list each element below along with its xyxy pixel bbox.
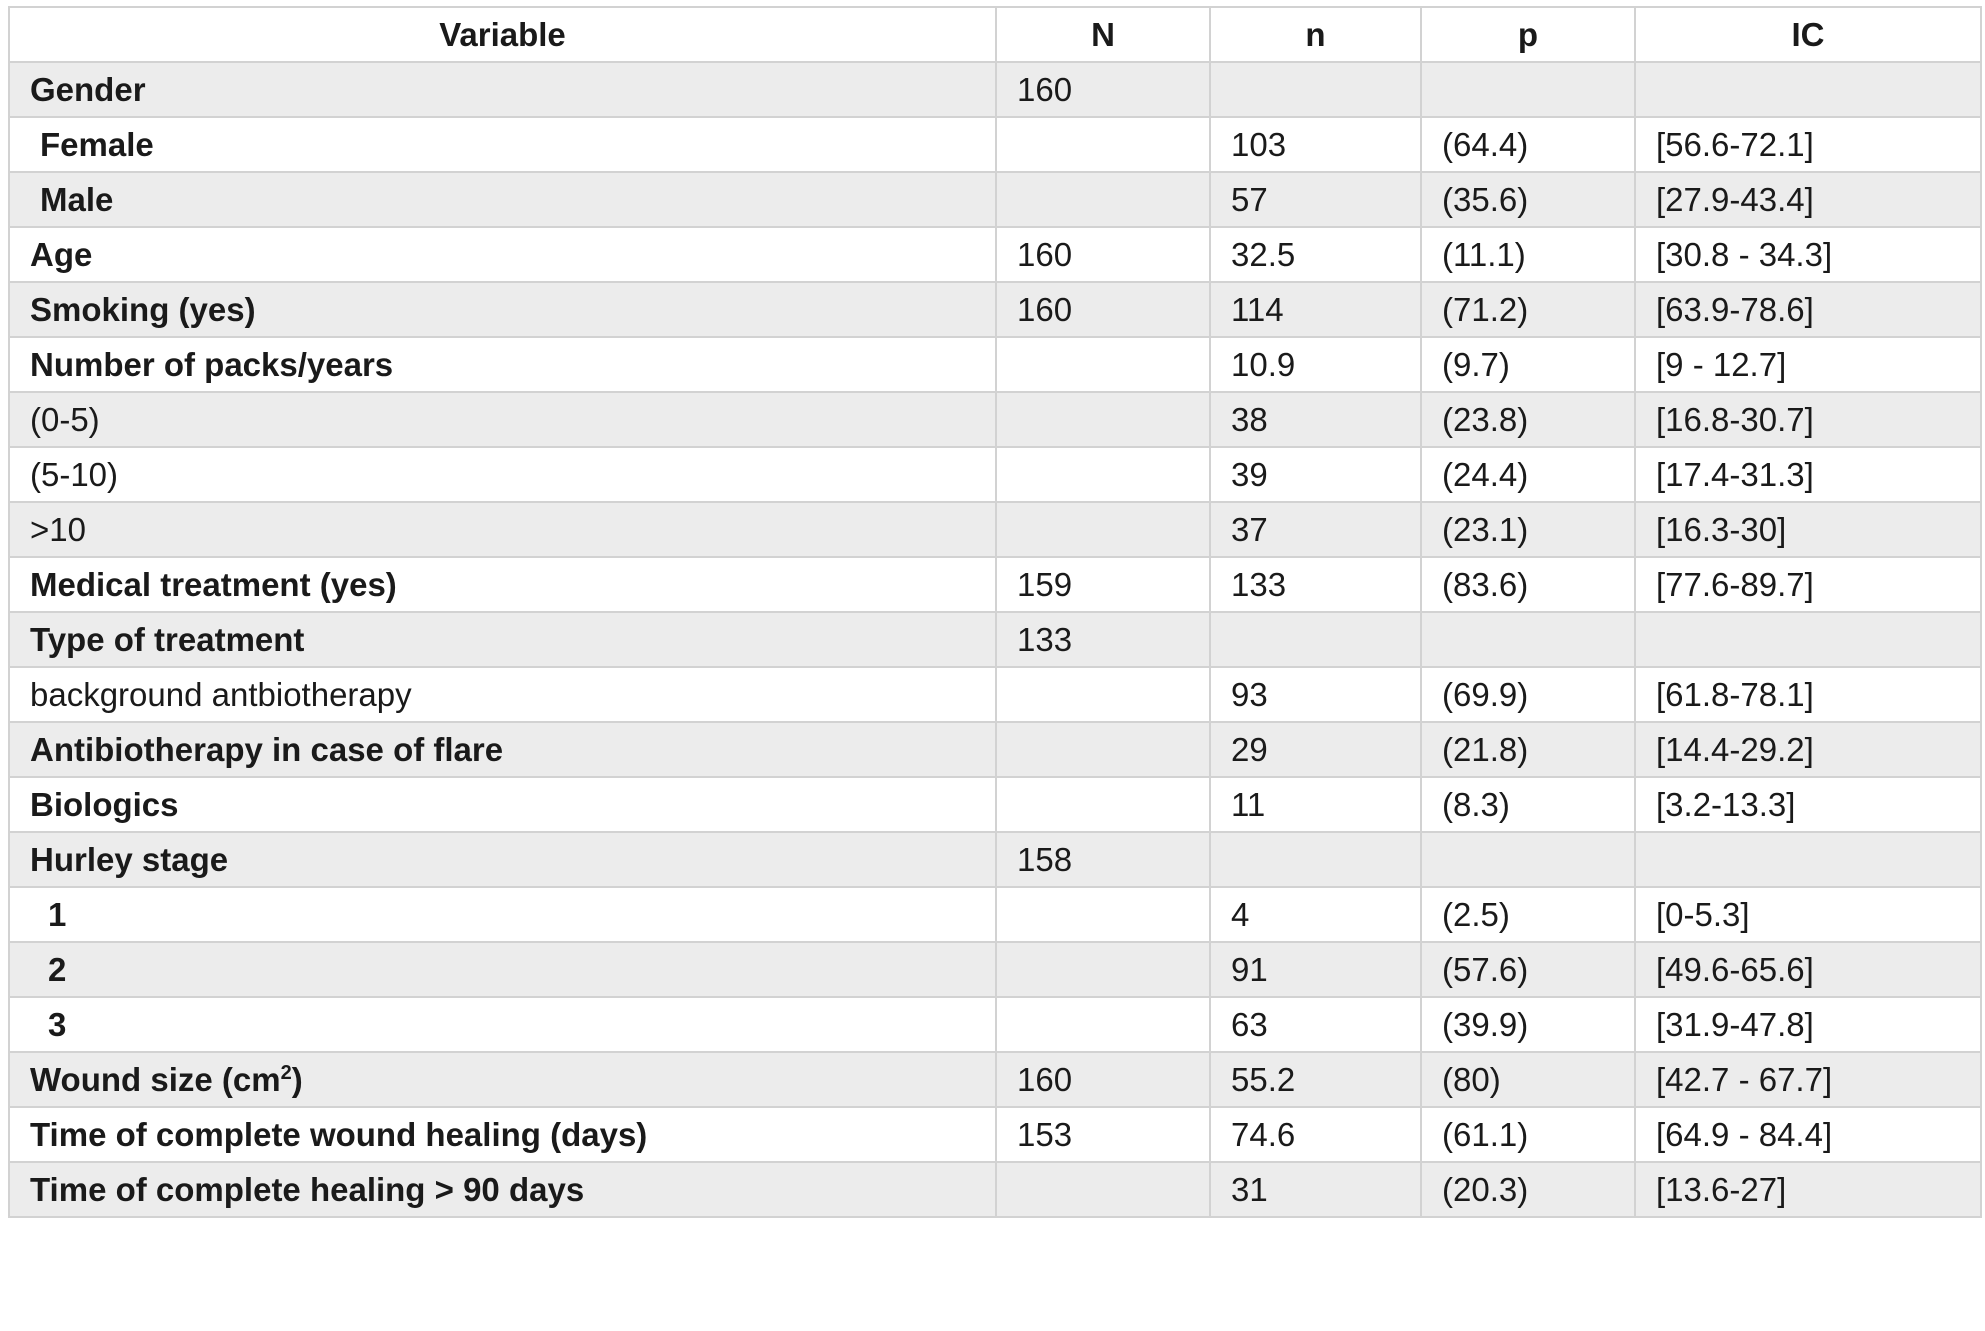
cell-variable: Biologics xyxy=(9,777,996,832)
cell-N: 158 xyxy=(996,832,1210,887)
cell-p: (20.3) xyxy=(1421,1162,1635,1217)
cell-ic: [27.9-43.4] xyxy=(1635,172,1981,227)
cell-n xyxy=(1210,832,1421,887)
cell-ic xyxy=(1635,612,1981,667)
cell-variable: Time of complete healing > 90 days xyxy=(9,1162,996,1217)
cell-ic: [63.9-78.6] xyxy=(1635,282,1981,337)
cell-variable: Female xyxy=(9,117,996,172)
cell-p xyxy=(1421,62,1635,117)
table-row xyxy=(9,722,1981,777)
cell-ic: [30.8 - 34.3] xyxy=(1635,227,1981,282)
cell-variable: Medical treatment (yes) xyxy=(9,557,996,612)
cell-variable: 2 xyxy=(9,942,996,997)
table-row xyxy=(9,337,1981,392)
header-row xyxy=(9,7,1981,62)
cell-p: (2.5) xyxy=(1421,887,1635,942)
table-row xyxy=(9,612,1981,667)
cell-ic: [13.6-27] xyxy=(1635,1162,1981,1217)
table-row xyxy=(9,942,1981,997)
cell-n: 114 xyxy=(1210,282,1421,337)
cell-n: 74.6 xyxy=(1210,1107,1421,1162)
cell-N xyxy=(996,667,1210,722)
cell-ic: [31.9-47.8] xyxy=(1635,997,1981,1052)
cell-variable: 1 xyxy=(9,887,996,942)
cell-n: 4 xyxy=(1210,887,1421,942)
table-row xyxy=(9,117,1981,172)
header-variable: Variable xyxy=(9,7,996,62)
cell-N: 153 xyxy=(996,1107,1210,1162)
cell-n xyxy=(1210,612,1421,667)
cell-p: (71.2) xyxy=(1421,282,1635,337)
cell-n: 63 xyxy=(1210,997,1421,1052)
cell-variable xyxy=(9,1052,996,1107)
cell-variable: Gender xyxy=(9,62,996,117)
cell-variable: Smoking (yes) xyxy=(9,282,996,337)
cell-N xyxy=(996,117,1210,172)
cell-variable: Time of complete wound healing (days) xyxy=(9,1107,996,1162)
cell-n: 93 xyxy=(1210,667,1421,722)
cell-N xyxy=(996,1162,1210,1217)
cell-N xyxy=(996,722,1210,777)
header-ic: IC xyxy=(1635,7,1981,62)
table-row xyxy=(9,557,1981,612)
cell-N xyxy=(996,942,1210,997)
cell-variable: Type of treatment xyxy=(9,612,996,667)
cell-p: (80) xyxy=(1421,1052,1635,1107)
cell-N xyxy=(996,997,1210,1052)
cell-p: (69.9) xyxy=(1421,667,1635,722)
table-row xyxy=(9,997,1981,1052)
cell-N xyxy=(996,777,1210,832)
cell-variable: Hurley stage xyxy=(9,832,996,887)
table-row xyxy=(9,832,1981,887)
cell-p xyxy=(1421,832,1635,887)
table-row xyxy=(9,887,1981,942)
cell-p: (21.8) xyxy=(1421,722,1635,777)
cell-p: (24.4) xyxy=(1421,447,1635,502)
cell-p: (23.8) xyxy=(1421,392,1635,447)
table-row xyxy=(9,227,1981,282)
wound-size-label: Wound size (cm xyxy=(30,1060,281,1098)
cell-variable: (0-5) xyxy=(9,392,996,447)
header-n: n xyxy=(1210,7,1421,62)
cell-n xyxy=(1210,62,1421,117)
cell-p: (8.3) xyxy=(1421,777,1635,832)
cell-variable: Antibiotherapy in case of flare xyxy=(9,722,996,777)
cell-variable: Male xyxy=(9,172,996,227)
cell-p: (11.1) xyxy=(1421,227,1635,282)
cell-ic xyxy=(1635,832,1981,887)
cell-p: (61.1) xyxy=(1421,1107,1635,1162)
squared-superscript: 2 xyxy=(280,1061,292,1084)
cell-N: 159 xyxy=(996,557,1210,612)
cell-n: 31 xyxy=(1210,1162,1421,1217)
cell-ic: [56.6-72.1] xyxy=(1635,117,1981,172)
cell-variable: background antbiotherapy xyxy=(9,667,996,722)
header-p: p xyxy=(1421,7,1635,62)
cell-variable: Age xyxy=(9,227,996,282)
cell-ic: [61.8-78.1] xyxy=(1635,667,1981,722)
table-row xyxy=(9,282,1981,337)
cell-variable: >10 xyxy=(9,502,996,557)
cell-p: (83.6) xyxy=(1421,557,1635,612)
table-row xyxy=(9,502,1981,557)
cell-ic: [49.6-65.6] xyxy=(1635,942,1981,997)
cell-ic: [64.9 - 84.4] xyxy=(1635,1107,1981,1162)
cell-N: 133 xyxy=(996,612,1210,667)
table-row xyxy=(9,392,1981,447)
cell-n: 38 xyxy=(1210,392,1421,447)
cell-N: 160 xyxy=(996,62,1210,117)
table-row xyxy=(9,777,1981,832)
cell-N xyxy=(996,502,1210,557)
table-row xyxy=(9,1107,1981,1162)
cell-ic: [42.7 - 67.7] xyxy=(1635,1052,1981,1107)
cell-n: 57 xyxy=(1210,172,1421,227)
cell-n: 37 xyxy=(1210,502,1421,557)
cell-n: 11 xyxy=(1210,777,1421,832)
cell-ic: [17.4-31.3] xyxy=(1635,447,1981,502)
wound-size-label-end: ) xyxy=(291,1060,303,1098)
cell-p xyxy=(1421,612,1635,667)
table-row xyxy=(9,447,1981,502)
cell-n: 10.9 xyxy=(1210,337,1421,392)
header-N: N xyxy=(996,7,1210,62)
table-row xyxy=(9,172,1981,227)
cell-p: (39.9) xyxy=(1421,997,1635,1052)
cell-ic: [14.4-29.2] xyxy=(1635,722,1981,777)
cell-p: (23.1) xyxy=(1421,502,1635,557)
cell-p: (9.7) xyxy=(1421,337,1635,392)
cell-N: 160 xyxy=(996,227,1210,282)
cell-N xyxy=(996,447,1210,502)
cell-ic: [77.6-89.7] xyxy=(1635,557,1981,612)
cell-n: 32.5 xyxy=(1210,227,1421,282)
cell-N xyxy=(996,392,1210,447)
cell-n: 29 xyxy=(1210,722,1421,777)
cell-N: 160 xyxy=(996,282,1210,337)
cell-variable: 3 xyxy=(9,997,996,1052)
table-row xyxy=(9,667,1981,722)
cell-ic: [16.8-30.7] xyxy=(1635,392,1981,447)
cell-ic: [9 - 12.7] xyxy=(1635,337,1981,392)
cell-n: 91 xyxy=(1210,942,1421,997)
table-row xyxy=(9,62,1981,117)
cell-ic xyxy=(1635,62,1981,117)
cell-p: (57.6) xyxy=(1421,942,1635,997)
cell-ic: [0-5.3] xyxy=(1635,887,1981,942)
cell-N: 160 xyxy=(996,1052,1210,1107)
table-row xyxy=(9,1162,1981,1217)
cell-variable: Number of packs/years xyxy=(9,337,996,392)
cell-n: 39 xyxy=(1210,447,1421,502)
cell-n: 103 xyxy=(1210,117,1421,172)
cell-n: 133 xyxy=(1210,557,1421,612)
cell-ic: [3.2-13.3] xyxy=(1635,777,1981,832)
cell-variable: (5-10) xyxy=(9,447,996,502)
cell-N xyxy=(996,337,1210,392)
cell-N xyxy=(996,172,1210,227)
cell-N xyxy=(996,887,1210,942)
cell-ic: [16.3-30] xyxy=(1635,502,1981,557)
cell-p: (35.6) xyxy=(1421,172,1635,227)
results-table xyxy=(8,6,1982,1218)
cell-p: (64.4) xyxy=(1421,117,1635,172)
table-row xyxy=(9,1052,1981,1107)
cell-n: 55.2 xyxy=(1210,1052,1421,1107)
